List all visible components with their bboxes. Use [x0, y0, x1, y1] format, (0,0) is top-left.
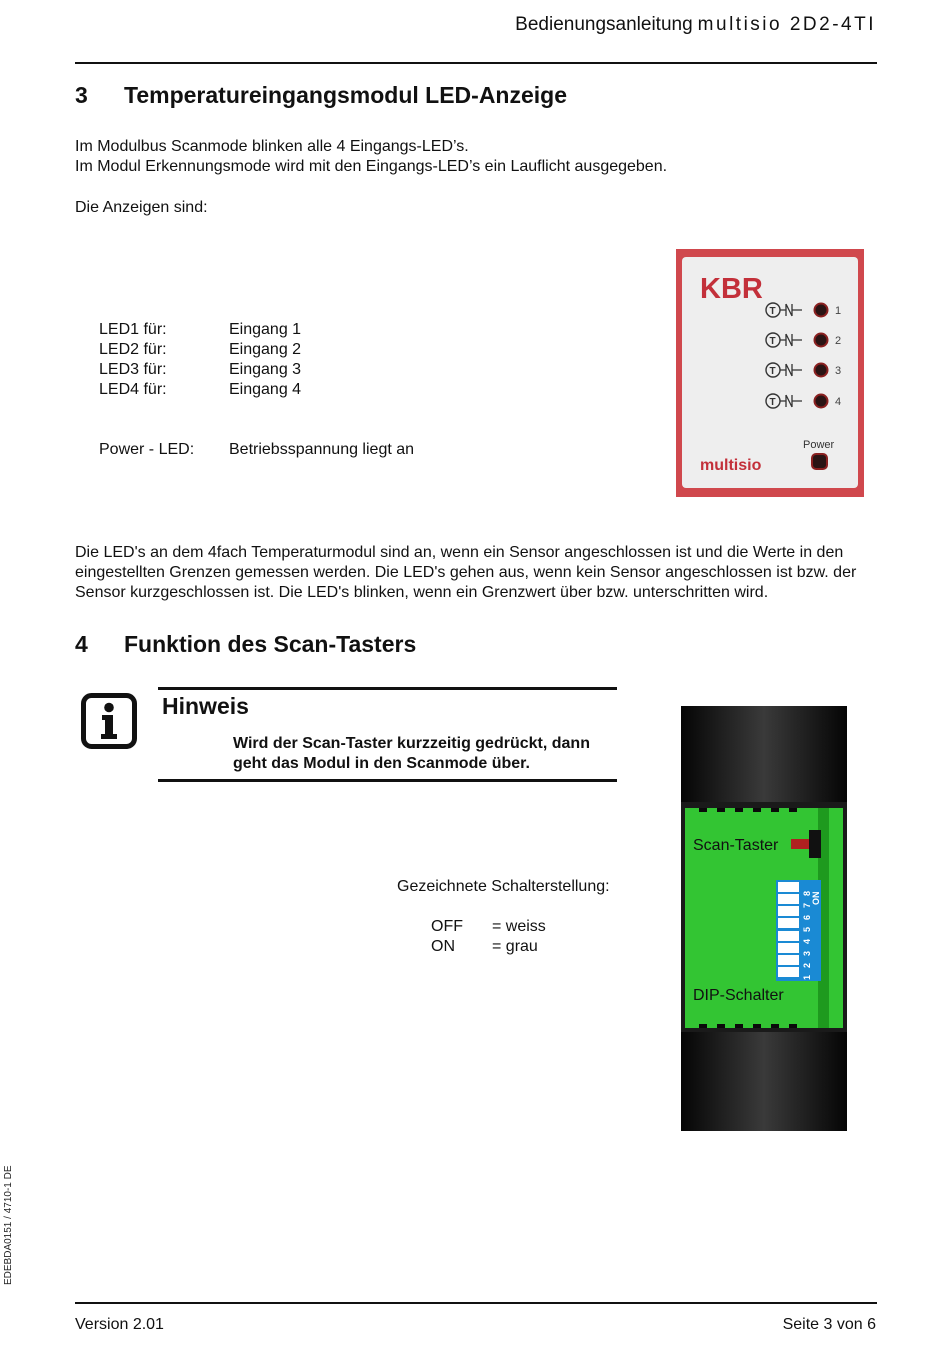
led-4-indicator: [815, 395, 828, 408]
panel-product-text: multisio: [700, 457, 762, 474]
note-text: [233, 734, 590, 774]
led-label: LED4 für:: [99, 381, 167, 398]
led-value: Eingang 1: [229, 321, 302, 338]
dip-number: 2: [802, 962, 812, 968]
section-4-number: 4: [75, 631, 88, 657]
svg-text:T: T: [769, 306, 776, 317]
led-number-2: 2: [835, 335, 842, 347]
intro-line-2: Im Modul Erkennungsmode wird mit den Eingangs-LED’s ein Lauflicht ausgegeben.: [75, 158, 668, 175]
led-row-2: [99, 340, 301, 360]
dip-number: 8: [802, 890, 812, 896]
document-id: EDEBDA0151 / 4710-1 DE: [3, 1165, 14, 1285]
led-label: LED3 für:: [99, 361, 167, 378]
note-title: Hinweis: [162, 693, 249, 719]
led-value: Eingang 2: [229, 341, 302, 358]
led-row-4: [99, 380, 301, 400]
led-row-1: [99, 320, 301, 340]
power-led-value: Betriebsspannung liegt an: [229, 441, 415, 458]
led-label: LED1 für:: [99, 321, 167, 338]
led-panel-svg: [676, 249, 864, 497]
dip-number: 5: [802, 926, 812, 932]
intro-line-1: Im Modulbus Scanmode blinken alle 4 Eingangs-LED’s.: [75, 138, 469, 155]
dip-number: 1: [802, 974, 812, 980]
led-number-1: 1: [835, 305, 842, 317]
switch-value: = grau: [492, 938, 538, 955]
section-4-heading: [75, 631, 416, 658]
footer-page: Seite 3 von 6: [782, 1316, 876, 1333]
note-line-2: geht das Modul in den Scanmode über.: [233, 755, 530, 772]
led-number-4: 4: [835, 396, 842, 408]
led-row-3: [99, 360, 301, 380]
led-number-3: 3: [835, 365, 842, 377]
dip-number: 3: [802, 950, 812, 956]
switch-label: ON: [431, 938, 455, 955]
header-rule: [75, 62, 877, 64]
led-label: LED2 für:: [99, 341, 167, 358]
led-list: [99, 320, 301, 400]
dip-schalter-label: DIP-Schalter: [693, 987, 784, 1004]
section-3-title: Temperatureingangsmodul LED-Anzeige: [124, 82, 568, 108]
section-3-number: 3: [75, 82, 88, 108]
section-3-paragraph: Die LED's an dem 4fach Temperaturmodul sind an, wenn ein Sensor angeschlossen ist und die Werte in den eingestellten Grenzen gemessen werden. Die LED's gehen aus, wenn kein Sensor angeschlossen ist bzw. der Sensor kurzgeschlossen ist. Die LED's blinken, wenn ein Grenzwert über bzw. unterschritten wird.: [75, 544, 857, 601]
note-bottom-rule: [158, 779, 617, 782]
svg-text:T: T: [769, 366, 776, 377]
power-led-row: [99, 440, 414, 460]
switch-label: OFF: [431, 918, 463, 935]
led-3-indicator: [815, 364, 828, 377]
dip-number: 7: [802, 902, 812, 908]
power-label: Power: [803, 439, 835, 451]
switch-legend: [431, 917, 546, 957]
module-image: [681, 706, 847, 1131]
anzeigen-label: Die Anzeigen sind:: [75, 199, 208, 216]
scan-taster-label: Scan-Taster: [693, 837, 779, 854]
footer-rule: [75, 1302, 877, 1304]
dip-number: 4: [802, 938, 812, 944]
power-led-indicator: [812, 454, 827, 469]
svg-text:T: T: [769, 336, 776, 347]
module-svg: [681, 706, 847, 1131]
header-title-text: Bedienungsanleitung: [515, 14, 693, 35]
header-title: [515, 14, 876, 36]
section-3-heading: [75, 82, 567, 109]
section-4-title: Funktion des Scan-Tasters: [124, 631, 417, 657]
info-icon: [81, 693, 137, 749]
led-1-indicator: [815, 304, 828, 317]
dip-on-label: ON: [811, 891, 821, 905]
svg-text:T: T: [769, 397, 776, 408]
note-top-rule: [158, 687, 617, 690]
dip-number: 6: [802, 914, 812, 920]
section-3-intro: [75, 137, 667, 177]
led-panel-image: [676, 249, 864, 497]
switch-row-off: [431, 917, 546, 937]
header-model: multisio 2D2-4TI: [697, 14, 876, 35]
switch-value: = weiss: [492, 918, 546, 935]
footer-version: Version 2.01: [75, 1316, 164, 1333]
panel-brand-text: KBR: [700, 273, 763, 305]
switch-heading: Gezeichnete Schalterstellung:: [397, 878, 610, 895]
power-led-label: Power - LED:: [99, 441, 195, 458]
led-value: Eingang 4: [229, 381, 302, 398]
switch-row-on: [431, 937, 546, 957]
scan-button: [791, 839, 811, 849]
led-2-indicator: [815, 334, 828, 347]
led-value: Eingang 3: [229, 361, 302, 378]
note-line-1: Wird der Scan-Taster kurzzeitig gedrückt, dann: [233, 735, 590, 752]
